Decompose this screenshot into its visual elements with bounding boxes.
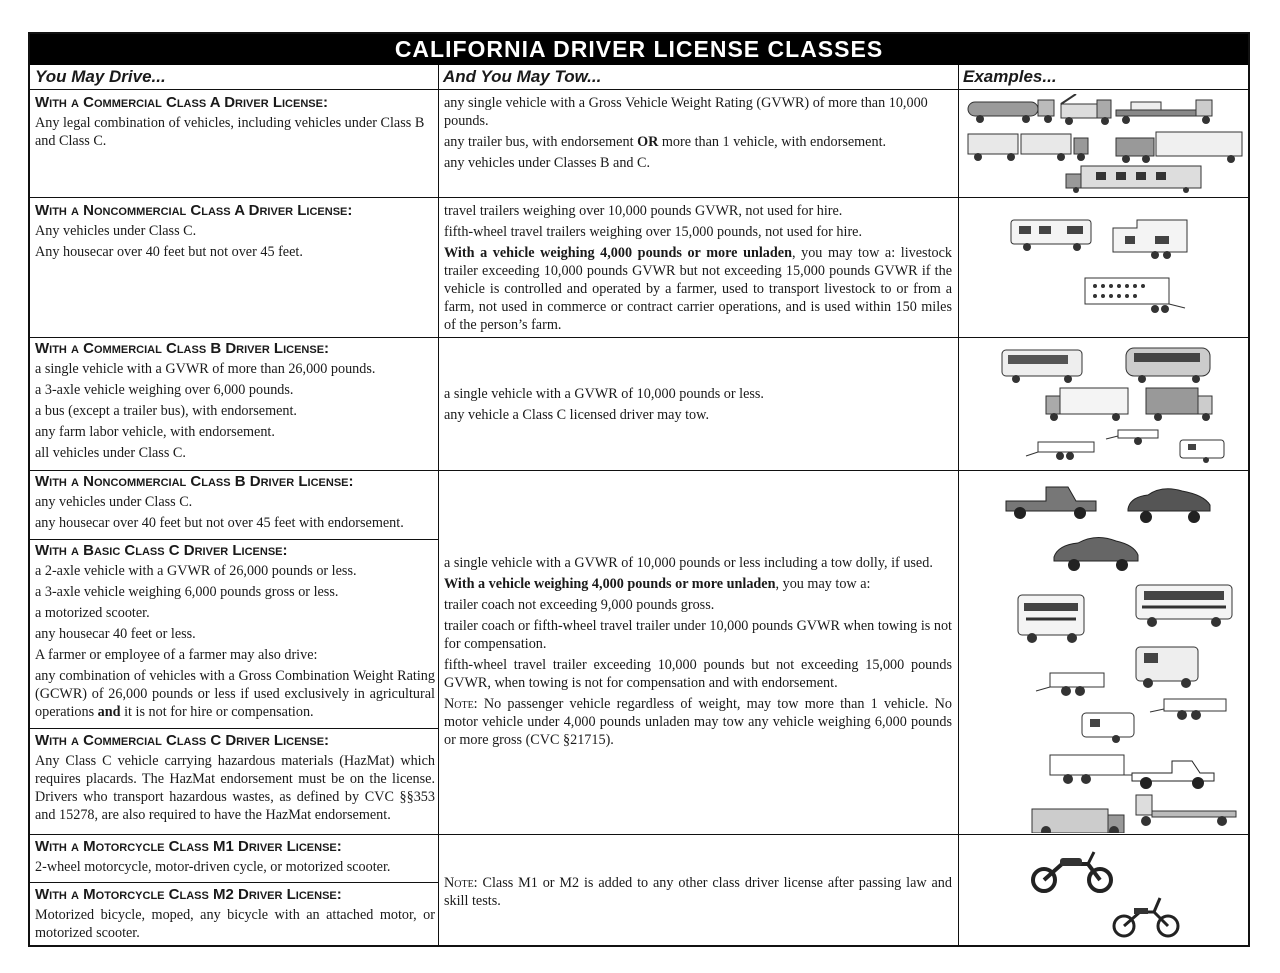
tow-item: trailer coach not exceeding 9,000 pounds gross.	[444, 597, 715, 613]
motorhome-icon	[1066, 166, 1201, 193]
tow-item-part: , you may tow a: livestock trailer exceeding 10,000 pounds GVWR but not exceeding 15,000 pounds GVWR if the vehicle is controlled and operated by a farmer, used to transport livestock to or from a farm, not used in commerce or contract carrier operations, and is used within 150 miles of the person’s farm.	[444, 245, 952, 333]
flatbed-truck-icon	[1116, 100, 1212, 124]
utility-trailer-icon	[1150, 699, 1226, 720]
header-examples: Examples...	[963, 67, 1057, 86]
fifth-wheel-trailer-icon	[1113, 220, 1187, 259]
double-trailer-icon	[968, 134, 1088, 161]
utility-trailer-icon	[1026, 442, 1094, 460]
row-divider	[30, 337, 1248, 338]
box-truck-icon	[1136, 647, 1198, 688]
class-a-commercial-drive	[35, 94, 435, 153]
fifth-wheel-trailer-icon	[1082, 713, 1134, 743]
drive-item	[35, 667, 435, 721]
row-divider	[30, 882, 438, 883]
class-c-commercial-heading: With a Commercial Class C Driver License:	[35, 732, 330, 749]
tow-truck-icon	[1061, 94, 1111, 125]
drive-item: Motorized bicycle, moped, any bicycle with an attached motor, or motorized scooter.	[35, 907, 435, 941]
row-divider	[30, 470, 1248, 471]
motorhome-icon	[1018, 595, 1084, 643]
tow-item: any vehicles under Classes B and C.	[444, 155, 651, 171]
class-m-tow	[444, 874, 952, 913]
class-c-commercial-drive	[35, 732, 435, 827]
flatbed-truck-icon	[1136, 795, 1236, 826]
box-truck-icon	[1146, 388, 1212, 421]
table-title: CALIFORNIA DRIVER LICENSE CLASSES	[30, 34, 1248, 65]
class-a-commercial-heading: With a Commercial Class A Driver License:	[35, 94, 328, 111]
drive-item: a 3-axle vehicle weighing 6,000 pounds gross or less.	[35, 584, 339, 600]
drive-item: Any legal combination of vehicles, including vehicles under Class B and Class C.	[35, 115, 425, 149]
drive-item: a 3-axle vehicle weighing over 6,000 pounds.	[35, 382, 294, 398]
drive-item: any farm labor vehicle, with endorsement.	[35, 424, 275, 440]
header-you-may-drive: You May Drive...	[35, 67, 166, 86]
class-bc-tow	[444, 554, 952, 752]
drive-item: a 2-axle vehicle with a GVWR of 26,000 pounds or less.	[35, 563, 357, 579]
drive-item: 2-wheel motorcycle, motor-driven cycle, or motorized scooter.	[35, 859, 391, 875]
drive-item-part: it is not for hire or compensation.	[124, 704, 314, 720]
livestock-trailer-icon	[1085, 278, 1185, 313]
tow-item-part: , you may tow a:	[775, 576, 871, 592]
row-divider	[30, 834, 1248, 835]
class-b-c-examples	[996, 477, 1246, 833]
weight-emphasis: With a vehicle weighing 4,000 pounds or more unladen	[444, 576, 776, 592]
motorhome-icon	[1011, 220, 1091, 251]
row-divider	[30, 539, 438, 540]
drive-item: A farmer or employee of a farmer may also drive:	[35, 647, 318, 663]
tow-item: trailer coach or fifth-wheel travel trailer under 10,000 pounds GVWR when towing is not for compensation.	[444, 618, 952, 652]
tow-item: fifth-wheel travel trailers weighing over 15,000 pounds, not used for hire.	[444, 224, 863, 240]
box-truck-icon	[1032, 809, 1124, 833]
tow-item-part: more than 1 vehicle, with endorsement.	[661, 134, 887, 150]
note-label: Note:	[444, 696, 478, 712]
class-a-noncommercial-tow	[444, 202, 952, 337]
class-b-commercial-heading: With a Commercial Class B Driver License:	[35, 340, 330, 357]
tow-item: a single vehicle with a GVWR of 10,000 pounds or less.	[444, 386, 764, 402]
note-label: Note:	[444, 875, 478, 891]
class-m2-heading: With a Motorcycle Class M2 Driver License:	[35, 886, 342, 903]
row-divider	[30, 728, 438, 729]
tow-item: a single vehicle with a GVWR of 10,000 pounds or less including a tow dolly, if used.	[444, 555, 933, 571]
tow-item	[444, 133, 952, 151]
class-b-noncommercial-drive	[35, 473, 435, 535]
tow-item: fifth-wheel travel trailer exceeding 10,000 pounds but not exceeding 15,000 pounds GVWR, when towing is not for compensation and with endorsement.	[444, 657, 952, 691]
bus-icon	[1002, 350, 1082, 383]
utility-trailer-icon	[1050, 755, 1124, 784]
tow-item-part: any trailer bus, with endorsement	[444, 134, 634, 150]
tanker-truck-icon	[968, 100, 1054, 123]
header-you-may-tow: And You May Tow...	[443, 67, 602, 86]
and-emphasis: and	[97, 704, 121, 720]
class-a-noncommercial-drive	[35, 202, 435, 264]
drive-item: Any housecar over 40 feet but not over 45 feet.	[35, 244, 303, 260]
drive-item: Any vehicles under Class C.	[35, 223, 197, 239]
class-b-commercial-drive	[35, 340, 435, 465]
drive-item: a single vehicle with a GVWR of more than 26,000 pounds.	[35, 361, 376, 377]
sedan-icon	[1054, 537, 1138, 571]
or-emphasis: OR	[637, 134, 659, 150]
drive-item: any vehicles under Class C.	[35, 494, 193, 510]
tow-item: travel trailers weighing over 10,000 pounds GVWR, not used for hire.	[444, 203, 843, 219]
class-a-noncommercial-heading: With a Noncommercial Class A Driver License:	[35, 202, 353, 219]
box-truck-icon	[1046, 388, 1128, 421]
class-m1-heading: With a Motorcycle Class M1 Driver License:	[35, 838, 342, 855]
pickup-truck-icon	[1006, 487, 1096, 519]
pickup-truck-icon	[1124, 761, 1214, 789]
class-b-commercial-examples	[998, 344, 1228, 466]
moped-icon	[1114, 898, 1178, 936]
weight-emphasis: With a vehicle weighing 4,000 pounds or more unladen	[444, 245, 792, 261]
row-divider	[30, 197, 1248, 198]
class-m1-drive	[35, 838, 435, 879]
tow-item: any vehicle a Class C licensed driver may tow.	[444, 407, 710, 423]
class-a-noncommercial-examples	[1005, 212, 1215, 322]
drive-item: Any Class C vehicle carrying hazardous materials (HazMat) which requires placards. The HazMat endorsement must be on the license. Drivers who transport hazardous wastes, as defined by CVC §§353 and 15278, are also required to have the HazMat endorsement.	[35, 753, 435, 823]
license-classes-table	[28, 32, 1250, 947]
drive-item: any housecar over 40 feet but not over 45 feet with endorsement.	[35, 515, 404, 531]
tow-item: any single vehicle with a Gross Vehicle Weight Rating (GVWR) of more than 10,000 pounds.	[444, 95, 928, 129]
drive-item: a bus (except a trailer bus), with endorsement.	[35, 403, 297, 419]
note-text: Class M1 or M2 is added to any other class driver license after passing law and skill tests.	[444, 875, 952, 909]
tow-item	[444, 575, 952, 593]
class-c-basic-heading: With a Basic Class C Driver License:	[35, 542, 288, 559]
drive-item: a motorized scooter.	[35, 605, 150, 621]
fifth-wheel-trailer-icon	[1180, 440, 1224, 463]
note-text: No passenger vehicle regardless of weight, may tow more than 1 vehicle. No motor vehicle under 4,000 pounds unladen may tow any vehicle weighing 6,000 pounds or more gross (CVC §21715).	[444, 696, 952, 748]
semi-truck-icon	[1116, 132, 1242, 163]
drive-item: any housecar 40 feet or less.	[35, 626, 196, 642]
tow-item	[444, 244, 952, 334]
class-m2-drive	[35, 886, 435, 945]
class-a-commercial-examples	[966, 94, 1246, 194]
row-divider	[30, 89, 1248, 90]
drive-item: all vehicles under Class C.	[35, 445, 186, 461]
motorcycle-icon	[1033, 852, 1111, 891]
class-b-noncommercial-heading: With a Noncommercial Class B Driver License:	[35, 473, 354, 490]
tow-note	[444, 695, 952, 749]
class-a-commercial-tow	[444, 94, 952, 175]
class-c-basic-drive	[35, 542, 435, 724]
bus-icon	[1126, 348, 1210, 383]
tow-note	[444, 874, 952, 910]
drive-item-part: any combination of vehicles with a Gross Combination Weight Rating (GCWR) of 26,000 pounds or less if used exclusively in agricultural operations	[35, 668, 435, 720]
utility-trailer-icon	[1036, 673, 1104, 696]
class-m-examples	[1030, 846, 1180, 946]
sedan-icon	[1128, 489, 1210, 523]
motorhome-icon	[1136, 585, 1232, 627]
utility-trailer-icon	[1106, 430, 1158, 445]
class-b-commercial-tow	[444, 385, 952, 427]
